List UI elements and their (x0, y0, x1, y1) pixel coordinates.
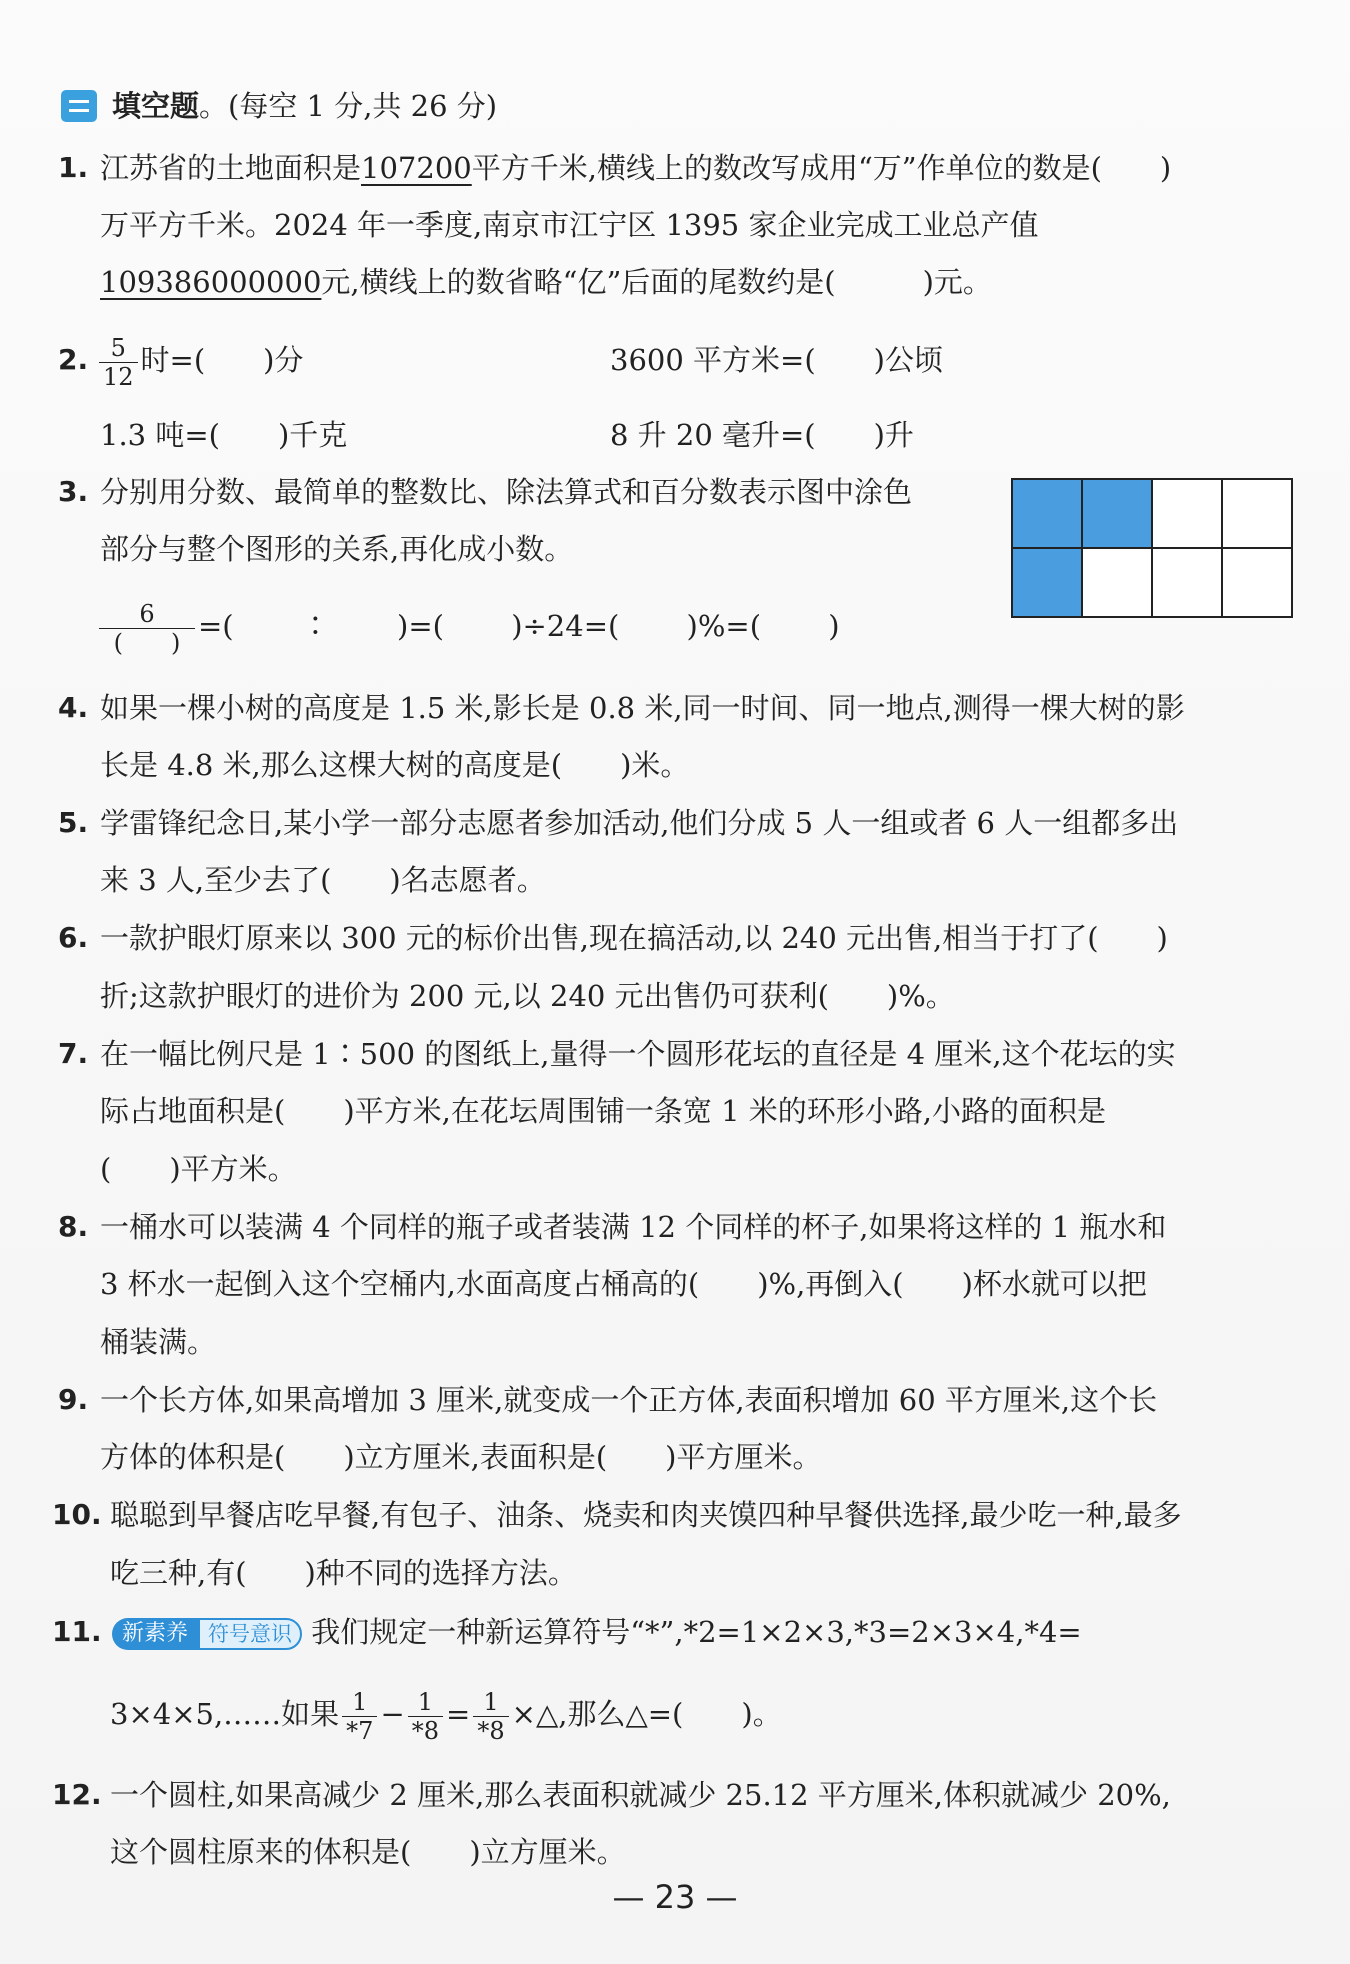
question-1-line-1 (100, 148, 1171, 188)
question-9-line-2: 方体的体积是( )立方厘米,表面积是( )平方厘米。 (100, 1440, 822, 1474)
page-number: — 23 — (612, 1878, 738, 1916)
text: =( ∶ )=( )÷24=( )%=( ) (198, 609, 840, 643)
question-number: 1. (58, 151, 89, 184)
grid-cell (1082, 548, 1152, 617)
question-6-line-1: 一款护眼灯原来以 300 元的标价出售,现在搞活动,以 240 元出售,相当于打了( ) (100, 921, 1168, 955)
denominator: ( ) (113, 628, 181, 657)
new-literacy-tag: 新素养 (112, 1618, 198, 1650)
denominator: *8 (477, 1716, 505, 1745)
question-5-line-1: 学雷锋纪念日,某小学一部分志愿者参加活动,他们分成 5 人一组或者 6 人一组都多出 (100, 806, 1179, 840)
question-2-part-d: 8 升 20 毫升=( )升 (610, 418, 914, 452)
question-6-line-2: 折;这款护眼灯的进价为 200 元,以 240 元出售仍可获利( )%。 (100, 979, 955, 1013)
fraction (408, 1688, 443, 1745)
question-number: 6. (58, 921, 89, 954)
underlined-number: 109386000000 (100, 265, 322, 299)
denominator: *7 (346, 1716, 374, 1745)
question-12-line-1: 一个圆柱,如果高减少 2 厘米,那么表面积就减少 25.12 平方厘米,体积就减少 20%, (110, 1778, 1171, 1812)
question-number: 4. (58, 691, 89, 724)
question-8-line-3: 桶装满。 (100, 1325, 217, 1359)
text: 3×4×5,……如果 (110, 1697, 340, 1731)
numerator: 1 (473, 1688, 508, 1717)
grid-cell (1152, 548, 1222, 617)
grid-cell (1222, 479, 1292, 548)
fraction (473, 1688, 508, 1745)
text: 我们规定一种新运算符号“*”,*2=1×2×3,*3=2×3×4,*4= (311, 1615, 1082, 1649)
fraction (99, 600, 195, 657)
numerator: 5 (99, 334, 138, 363)
question-5-line-2: 来 3 人,至少去了( )名志愿者。 (100, 863, 546, 897)
question-8-line-2: 3 杯水一起倒入这个空桶内,水面高度占桶高的( )%,再倒入( )杯水就可以把 (100, 1267, 1147, 1301)
question-11-line-2 (110, 1676, 782, 1752)
question-9-line-1: 一个长方体,如果高增加 3 厘米,就变成一个正方体,表面积增加 60 平方厘米,这个长 (100, 1383, 1158, 1417)
shaded-grid-figure (1010, 477, 1294, 619)
question-3-line-2: 部分与整个图形的关系,再化成小数。 (100, 532, 574, 566)
section-title-text: 填空题 (112, 89, 200, 123)
denominator: 12 (103, 362, 134, 391)
underlined-number: 107200 (361, 151, 472, 185)
question-7-line-1: 在一幅比例尺是 1∶500 的图纸上,量得一个圆形花坛的直径是 4 厘米,这个花坛的实 (100, 1037, 1176, 1071)
question-3-line-1: 分别用分数、最简单的整数比、除法算式和百分数表示图中涂色 (100, 475, 913, 509)
grid-cell-shaded (1012, 548, 1082, 617)
question-8-line-1: 一桶水可以装满 4 个同样的瓶子或者装满 12 个同样的杯子,如果将这样的 1 瓶水和 (100, 1210, 1167, 1244)
numerator: 6 (99, 600, 195, 629)
equals-sign: = (446, 1697, 471, 1731)
text: 元,横线上的数省略“亿”后面的尾数约是( )元。 (321, 265, 992, 299)
grid-cell (1152, 479, 1222, 548)
question-12-line-2: 这个圆柱原来的体积是( )立方厘米。 (110, 1835, 626, 1869)
grid-cell-shaded (1012, 479, 1082, 548)
text: 江苏省的土地面积是 (100, 151, 362, 185)
text: ×△,那么△=( )。 (511, 1697, 782, 1731)
fraction (99, 334, 138, 391)
question-10-line-1: 聪聪到早餐店吃早餐,有包子、油条、烧卖和肉夹馍四种早餐供选择,最少吃一种,最多 (110, 1498, 1182, 1532)
question-number: 10. (52, 1498, 102, 1531)
question-2-part-a (96, 322, 303, 398)
minus-sign: − (380, 1697, 405, 1731)
section-score-note: 。(每空 1 分,共 26 分) (199, 89, 498, 123)
question-number: 9. (58, 1383, 89, 1416)
question-number: 7. (58, 1037, 89, 1070)
question-7-line-2: 际占地面积是( )平方米,在花坛周围铺一条宽 1 米的环形小路,小路的面积是 (100, 1094, 1106, 1128)
question-4-line-1: 如果一棵小树的高度是 1.5 米,影长是 0.8 米,同一时间、同一地点,测得一棵大树的影 (100, 691, 1185, 725)
question-2-part-b: 3600 平方米=( )公顷 (610, 343, 943, 377)
question-4-line-2: 长是 4.8 米,那么这棵大树的高度是( )米。 (100, 748, 690, 782)
question-10-line-2: 吃三种,有( )种不同的选择方法。 (110, 1556, 577, 1590)
question-11-line-1 (112, 1612, 1082, 1652)
grid-cell-shaded (1082, 479, 1152, 548)
fraction (342, 1688, 377, 1745)
question-number: 8. (58, 1210, 89, 1243)
grid-cell (1222, 548, 1292, 617)
question-3-expression (96, 588, 840, 664)
symbol-awareness-tag: 符号意识 (198, 1618, 302, 1650)
section-title (112, 86, 497, 126)
text: 平方千米,横线上的数改写成用“万”作单位的数是( ) (471, 151, 1172, 185)
question-number: 5. (58, 806, 89, 839)
numerator: 1 (342, 1688, 377, 1717)
text: 时=( )分 (140, 343, 304, 377)
question-7-line-3: ( )平方米。 (100, 1152, 297, 1186)
question-number: 11. (52, 1615, 102, 1648)
question-2-part-c: 1.3 吨=( )千克 (100, 418, 348, 452)
section-number-icon (61, 90, 97, 122)
question-1-line-2: 万平方千米。2024 年一季度,南京市江宁区 1395 家企业完成工业总产值 (100, 208, 1039, 242)
question-number: 2. (58, 343, 89, 376)
question-number: 12. (52, 1778, 102, 1811)
question-1-line-3 (100, 262, 992, 302)
question-number: 3. (58, 475, 89, 508)
denominator: *8 (411, 1716, 440, 1745)
numerator: 1 (408, 1688, 443, 1717)
